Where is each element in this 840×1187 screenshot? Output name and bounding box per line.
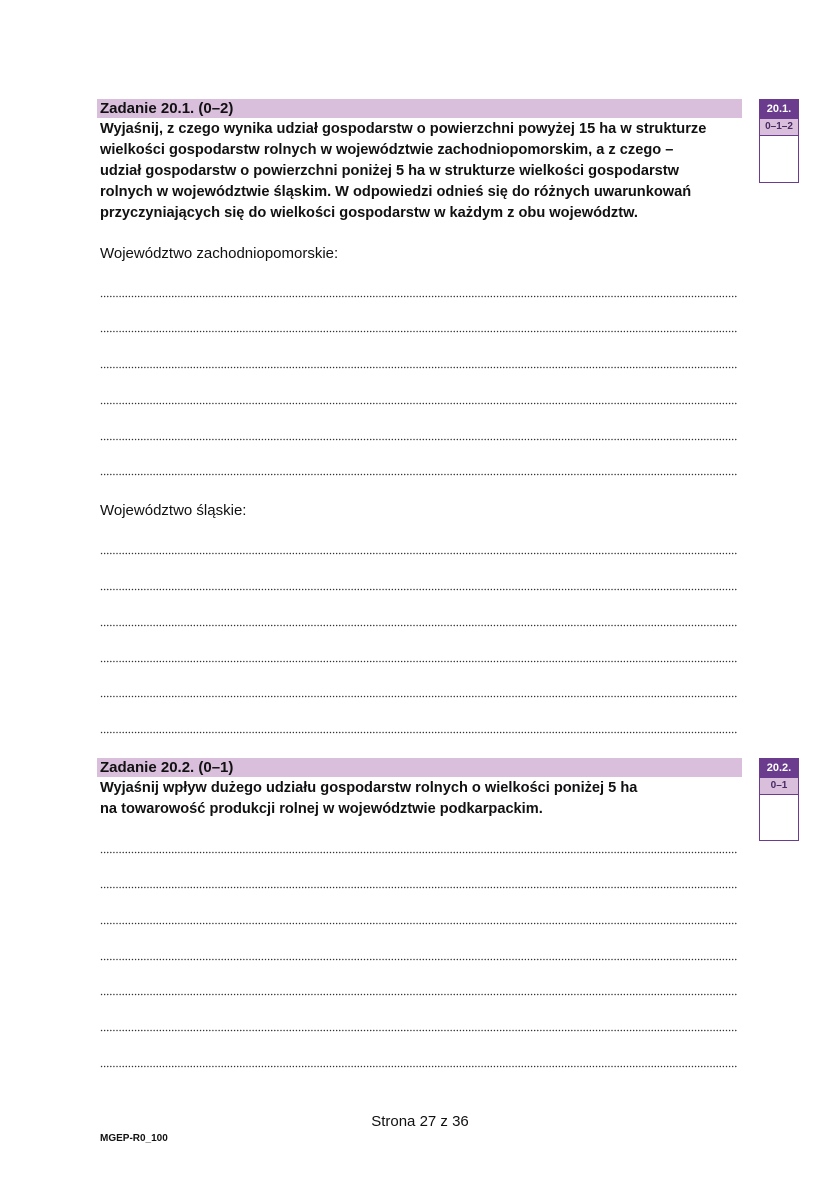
answer-line[interactable] bbox=[100, 366, 738, 369]
section-label-zachodniopomorskie: Województwo zachodniopomorskie: bbox=[100, 245, 339, 262]
instruction-line: udział gospodarstw o powierzchni poniżej 5 ha w strukturze wielkości gospodarstw bbox=[100, 163, 679, 179]
score-box-20-1 bbox=[759, 99, 799, 183]
answer-line[interactable] bbox=[100, 588, 738, 591]
answer-line[interactable] bbox=[100, 695, 738, 698]
answer-line[interactable] bbox=[100, 886, 738, 889]
instruction-line: Wyjaśnij, z czego wynika udział gospodarstw o powierzchni powyżej 15 ha w strukturze bbox=[100, 121, 707, 137]
instruction-line: wielkości gospodarstw rolnych w województwie zachodniopomorskim, a z czego – bbox=[100, 142, 674, 158]
answer-line[interactable] bbox=[100, 552, 738, 555]
score-entry-cell[interactable] bbox=[760, 136, 798, 181]
instruction-line: przyczyniających się do wielkości gospodarstw w każdym z obu województw. bbox=[100, 205, 638, 221]
score-box-20-2 bbox=[759, 758, 799, 841]
exam-code: MGEP-R0_100 bbox=[100, 1133, 168, 1144]
task-20-1-header: Zadanie 20.1. (0–2) bbox=[97, 99, 742, 118]
task-20-2-instruction bbox=[100, 778, 745, 820]
answer-line[interactable] bbox=[100, 922, 738, 925]
answer-line[interactable] bbox=[100, 438, 738, 441]
answer-line[interactable] bbox=[100, 731, 738, 734]
answer-line[interactable] bbox=[100, 624, 738, 627]
answer-line[interactable] bbox=[100, 295, 738, 298]
task-20-1-instruction bbox=[100, 119, 745, 224]
answer-line[interactable] bbox=[100, 851, 738, 854]
answer-line[interactable] bbox=[100, 330, 738, 333]
instruction-line: Wyjaśnij wpływ dużego udziału gospodarstw rolnych o wielkości poniżej 5 ha bbox=[100, 780, 638, 796]
page-number: Strona 27 z 36 bbox=[371, 1113, 469, 1130]
section-label-slaskie: Województwo śląskie: bbox=[100, 502, 247, 519]
score-points-range: 0–1 bbox=[760, 778, 798, 795]
answer-line[interactable] bbox=[100, 993, 738, 996]
score-points-range: 0–1–2 bbox=[760, 119, 798, 136]
answer-line[interactable] bbox=[100, 402, 738, 405]
score-task-number: 20.1. bbox=[760, 100, 798, 119]
answer-line[interactable] bbox=[100, 1065, 738, 1068]
answer-line[interactable] bbox=[100, 660, 738, 663]
instruction-line: rolnych w województwie śląskim. W odpowiedzi odnieś się do różnych uwarunkowań bbox=[100, 184, 692, 200]
answer-line[interactable] bbox=[100, 958, 738, 961]
instruction-line: na towarowość produkcji rolnej w województwie podkarpackim. bbox=[100, 801, 543, 817]
task-20-2-header: Zadanie 20.2. (0–1) bbox=[97, 758, 742, 777]
score-task-number: 20.2. bbox=[760, 759, 798, 778]
answer-line[interactable] bbox=[100, 473, 738, 476]
score-entry-cell[interactable] bbox=[760, 795, 798, 839]
answer-line[interactable] bbox=[100, 1029, 738, 1032]
